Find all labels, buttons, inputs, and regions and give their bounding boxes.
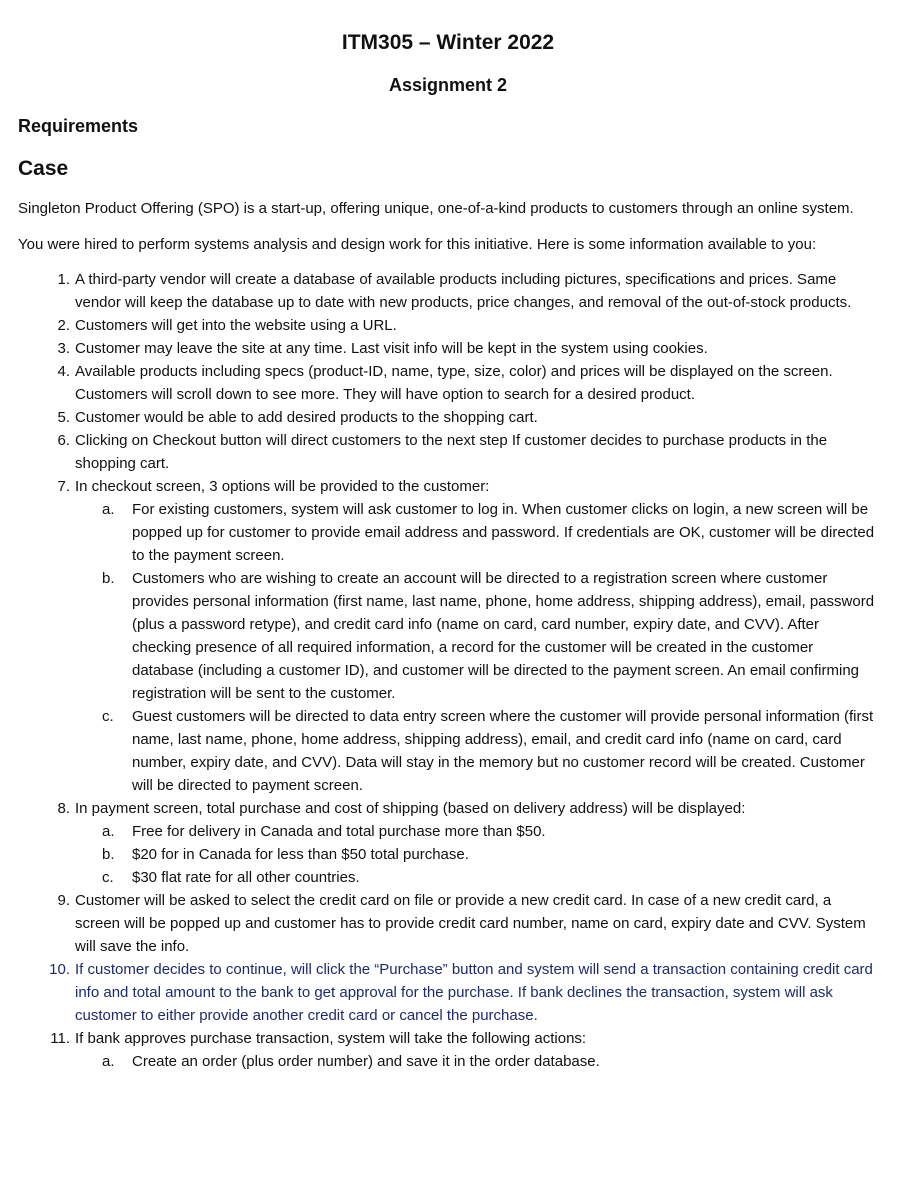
list-item <box>18 1027 878 1073</box>
item-number: 4. <box>57 363 70 380</box>
sub-item <box>75 705 878 797</box>
requirements-list <box>18 268 878 1073</box>
sub-item-letter: a. <box>102 501 115 518</box>
list-item <box>18 429 878 475</box>
sub-item <box>75 866 878 889</box>
sub-item-letter: a. <box>102 1053 115 1070</box>
item-number: 10. <box>49 961 70 978</box>
item-number: 9. <box>57 892 70 909</box>
item-number: 7. <box>57 478 70 495</box>
intro-paragraph: Singleton Product Offering (SPO) is a start-up, offering unique, one-of-a-kind products to customers through an online system. <box>18 200 854 217</box>
sub-item-letter: c. <box>102 869 114 886</box>
sub-list <box>75 498 878 797</box>
list-item <box>18 337 878 360</box>
item-text: In payment screen, total purchase and cost of shipping (based on delivery address) will be displayed: <box>75 800 746 817</box>
item-text: Available products including specs (product-ID, name, type, size, color) and prices will be displayed on the screen. Customers will scroll down to see more. They will have option to search for a desired product. <box>75 363 833 403</box>
list-item <box>18 889 878 958</box>
item-text: Customer would be able to add desired products to the shopping cart. <box>75 409 538 426</box>
sub-item-letter: b. <box>102 570 115 587</box>
item-number: 3. <box>57 340 70 357</box>
item-number: 11. <box>50 1030 70 1047</box>
requirements-heading: Requirements <box>18 116 139 136</box>
sub-item-letter: c. <box>102 708 114 725</box>
list-item <box>18 314 878 337</box>
item-text: In checkout screen, 3 options will be provided to the customer: <box>75 478 490 495</box>
list-item <box>18 475 878 797</box>
sub-item <box>75 498 878 567</box>
item-text: Customer may leave the site at any time. Last visit info will be kept in the system using cookies. <box>75 340 708 357</box>
list-item <box>18 958 878 1027</box>
sub-item-text: Free for delivery in Canada and total purchase more than $50. <box>132 823 546 840</box>
item-text: If bank approves purchase transaction, system will take the following actions: <box>75 1030 587 1047</box>
item-text: Clicking on Checkout button will direct customers to the next step If customer decides to purchase products in the shopping cart. <box>75 432 828 472</box>
item-text: Customers will get into the website using a URL. <box>75 317 397 334</box>
sub-list <box>75 1050 878 1073</box>
list-item <box>18 406 878 429</box>
item-number: 6. <box>57 432 70 449</box>
item-text: If customer decides to continue, will click the “Purchase” button and system will send a transaction containing credit card info and total amount to the bank to get approval for the purchase. If bank declines the transaction, system will ask customer to either provide another credit card or cancel the purchase. <box>75 961 873 1024</box>
list-item <box>18 797 878 889</box>
sub-item-letter: a. <box>102 823 115 840</box>
item-text: A third-party vendor will create a database of available products including pictures, specifications and prices. Same vendor will keep the database up to date with new products, price changes, and removal of the out-of-stock products. <box>75 271 852 311</box>
sub-item-letter: b. <box>102 846 115 863</box>
sub-item <box>75 567 878 705</box>
item-number: 8. <box>57 800 70 817</box>
sub-item-text: Customers who are wishing to create an account will be directed to a registration screen where customer provides personal information (first name, last name, phone, home address, shipping address), email, password (plus a password retype), and credit card info (name on card, card number, expiry date, and CVV). After checking presence of all required information, a record for the customer will be created in the customer database (including a customer ID), and customer will be directed to the payment screen. An email confirming registration will be sent to the customer. <box>132 570 875 702</box>
sub-item <box>75 820 878 843</box>
list-item <box>18 360 878 406</box>
sub-item-text: $30 flat rate for all other countries. <box>132 869 360 886</box>
sub-item <box>75 1050 878 1073</box>
sub-item-text: Guest customers will be directed to data entry screen where the customer will provide personal information (first name, last name, phone, home address, shipping address), email, and credit card info (name on card, card number, expiry date, and CVV). Data will stay in the memory but no customer record will be created. Customer will be directed to payment screen. <box>132 708 874 794</box>
sub-item-text: For existing customers, system will ask customer to log in. When customer clicks on login, a new screen will be popped up for customer to provide email address and password. If credentials are OK, customer will be directed to the payment screen. <box>132 501 875 564</box>
item-number: 2. <box>57 317 70 334</box>
sub-item-text: $20 for in Canada for less than $50 total purchase. <box>132 846 469 863</box>
sub-item <box>75 843 878 866</box>
document-title: ITM305 – Winter 2022 <box>341 31 555 54</box>
list-item <box>18 268 878 314</box>
document-subtitle: Assignment 2 <box>388 75 508 95</box>
item-number: 5. <box>57 409 70 426</box>
case-heading: Case <box>18 157 69 180</box>
sub-item-text: Create an order (plus order number) and save it in the order database. <box>132 1053 600 1070</box>
context-paragraph: You were hired to perform systems analysis and design work for this initiative. Here is some information available to you: <box>18 236 817 253</box>
item-number: 1. <box>57 271 70 288</box>
item-text: Customer will be asked to select the credit card on file or provide a new credit card. In case of a new credit card, a screen will be popped up and customer has to provide credit card number, name on card, expiry date and CVV. System will save the info. <box>75 892 866 955</box>
sub-list <box>75 820 878 889</box>
